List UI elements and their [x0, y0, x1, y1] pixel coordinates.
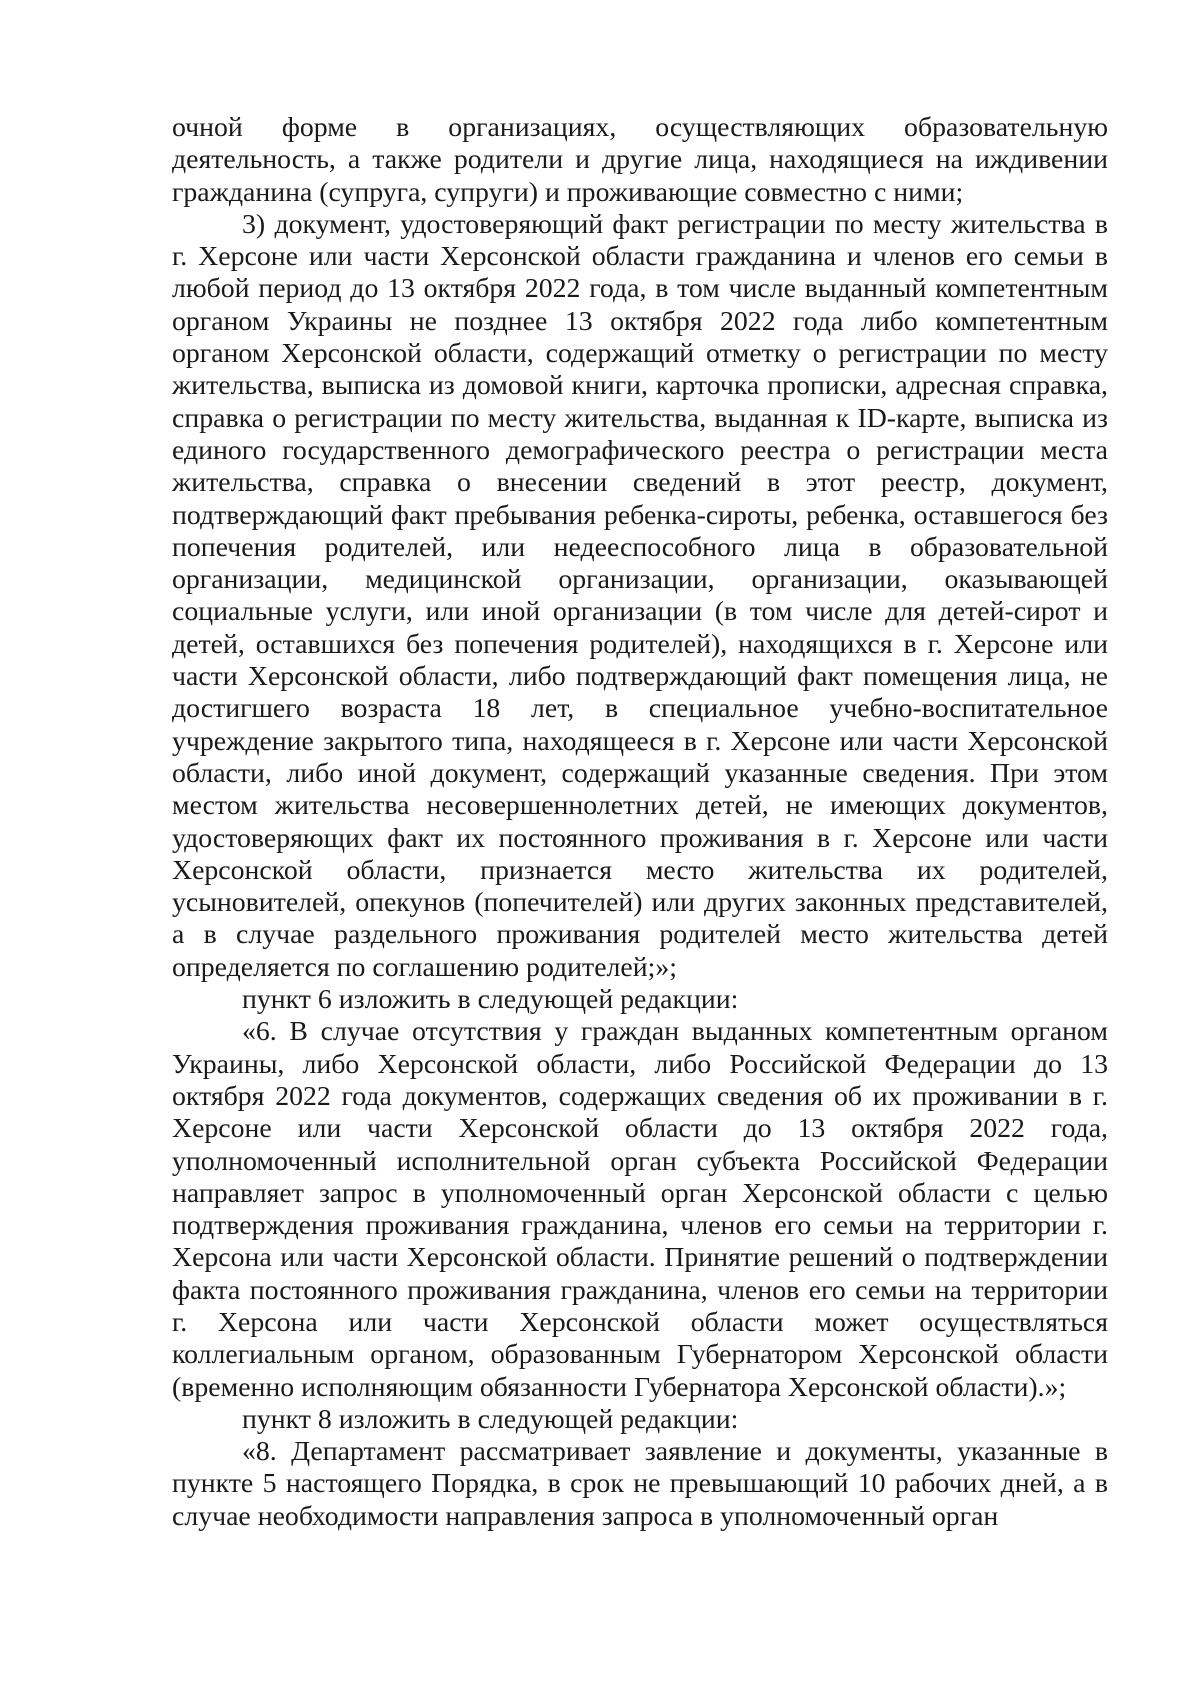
paragraph-point-8-intro: пункт 8 изложить в следующей редакции:	[242, 1403, 739, 1435]
document-body	[172, 112, 1108, 1533]
paragraph-point-6-intro: пункт 6 изложить в следующей редакции:	[242, 984, 739, 1016]
paragraph-item-3: 3) документ, удостоверяющий факт регистрации по месту жительства в г. Херсоне или части Херсонской области гражданина и членов его семьи в любой период до 13 октября 2022 года, в том числе выданный компетентным органом Украины не позднее 13 октября 2022 года либо компетентным органом Херсонской области, содержащий отметку о регистрации по месту жительства, выписка из домовой книги, карточка прописки, адресная справка, справка о регистрации по месту жительства, выданная к ID-карте, выписка из единого государственного демографического реестра о регистрации места жительства, справка о внесении сведений в этот реестр, документ, подтверждающий факт пребывания ребенка-сироты, ребенка, оставшегося без попечения родителей, или недееспособного лица в образовательной организации, медицинской организации, организации, оказывающей социальные услуги, или иной организации (в том числе для детей-сирот и детей, оставшихся без попечения родителей), находящихся в г. Херсоне или части Херсонской области, либо подтверждающий факт помещения лица, не достигшего возраста 18 лет, в специальное учебно-воспитательное учреждение закрытого типа, находящееся в г. Херсоне или части Херсонской области, либо иной документ, содержащий указанные сведения. При этом местом жительства несовершеннолетних детей, не имеющих документов, удостоверяющих факт их постоянного проживания в г. Херсоне или части Херсонской области, признается место жительства их родителей, усыновителей, опекунов (попечителей) или других законных представителей, а в случае раздельного проживания родителей место жительства детей определяется по соглашению родителей;»;	[172, 208, 1108, 983]
paragraph-continuation: очной форме в организациях, осуществляющих образовательную деятельность, а также родители и другие лица, находящиеся на иждивении гражданина (супруга, супруги) и проживающие совместно с ними;	[172, 112, 1108, 208]
paragraph-point-6: «6. В случае отсутствия у граждан выданных компетентным органом Украины, либо Херсонской области, либо Российской Федерации до 13 октября 2022 года документов, содержащих сведения об их проживании в г. Херсоне или части Херсонской области до 13 октября 2022 года, уполномоченный исполнительной орган субъекта Российской Федерации направляет запрос в уполномоченный орган Херсонской области с целью подтверждения проживания гражданина, членов его семьи на территории г. Херсона или части Херсонской области. Принятие решений о подтверждении факта постоянного проживания гражданина, членов его семьи на территории г. Херсона или части Херсонской области может осуществляться коллегиальным органом, образованным Губернатором Херсонской области (временно исполняющим обязанности Губернатора Херсонской области).»;	[172, 1016, 1108, 1403]
paragraph-point-8: «8. Департамент рассматривает заявление и документы, указанные в пункте 5 настоящего Порядка, в срок не превышающий 10 рабочих дней, а в случае необходимости направления запроса в уполномоченный орган	[172, 1436, 1108, 1532]
